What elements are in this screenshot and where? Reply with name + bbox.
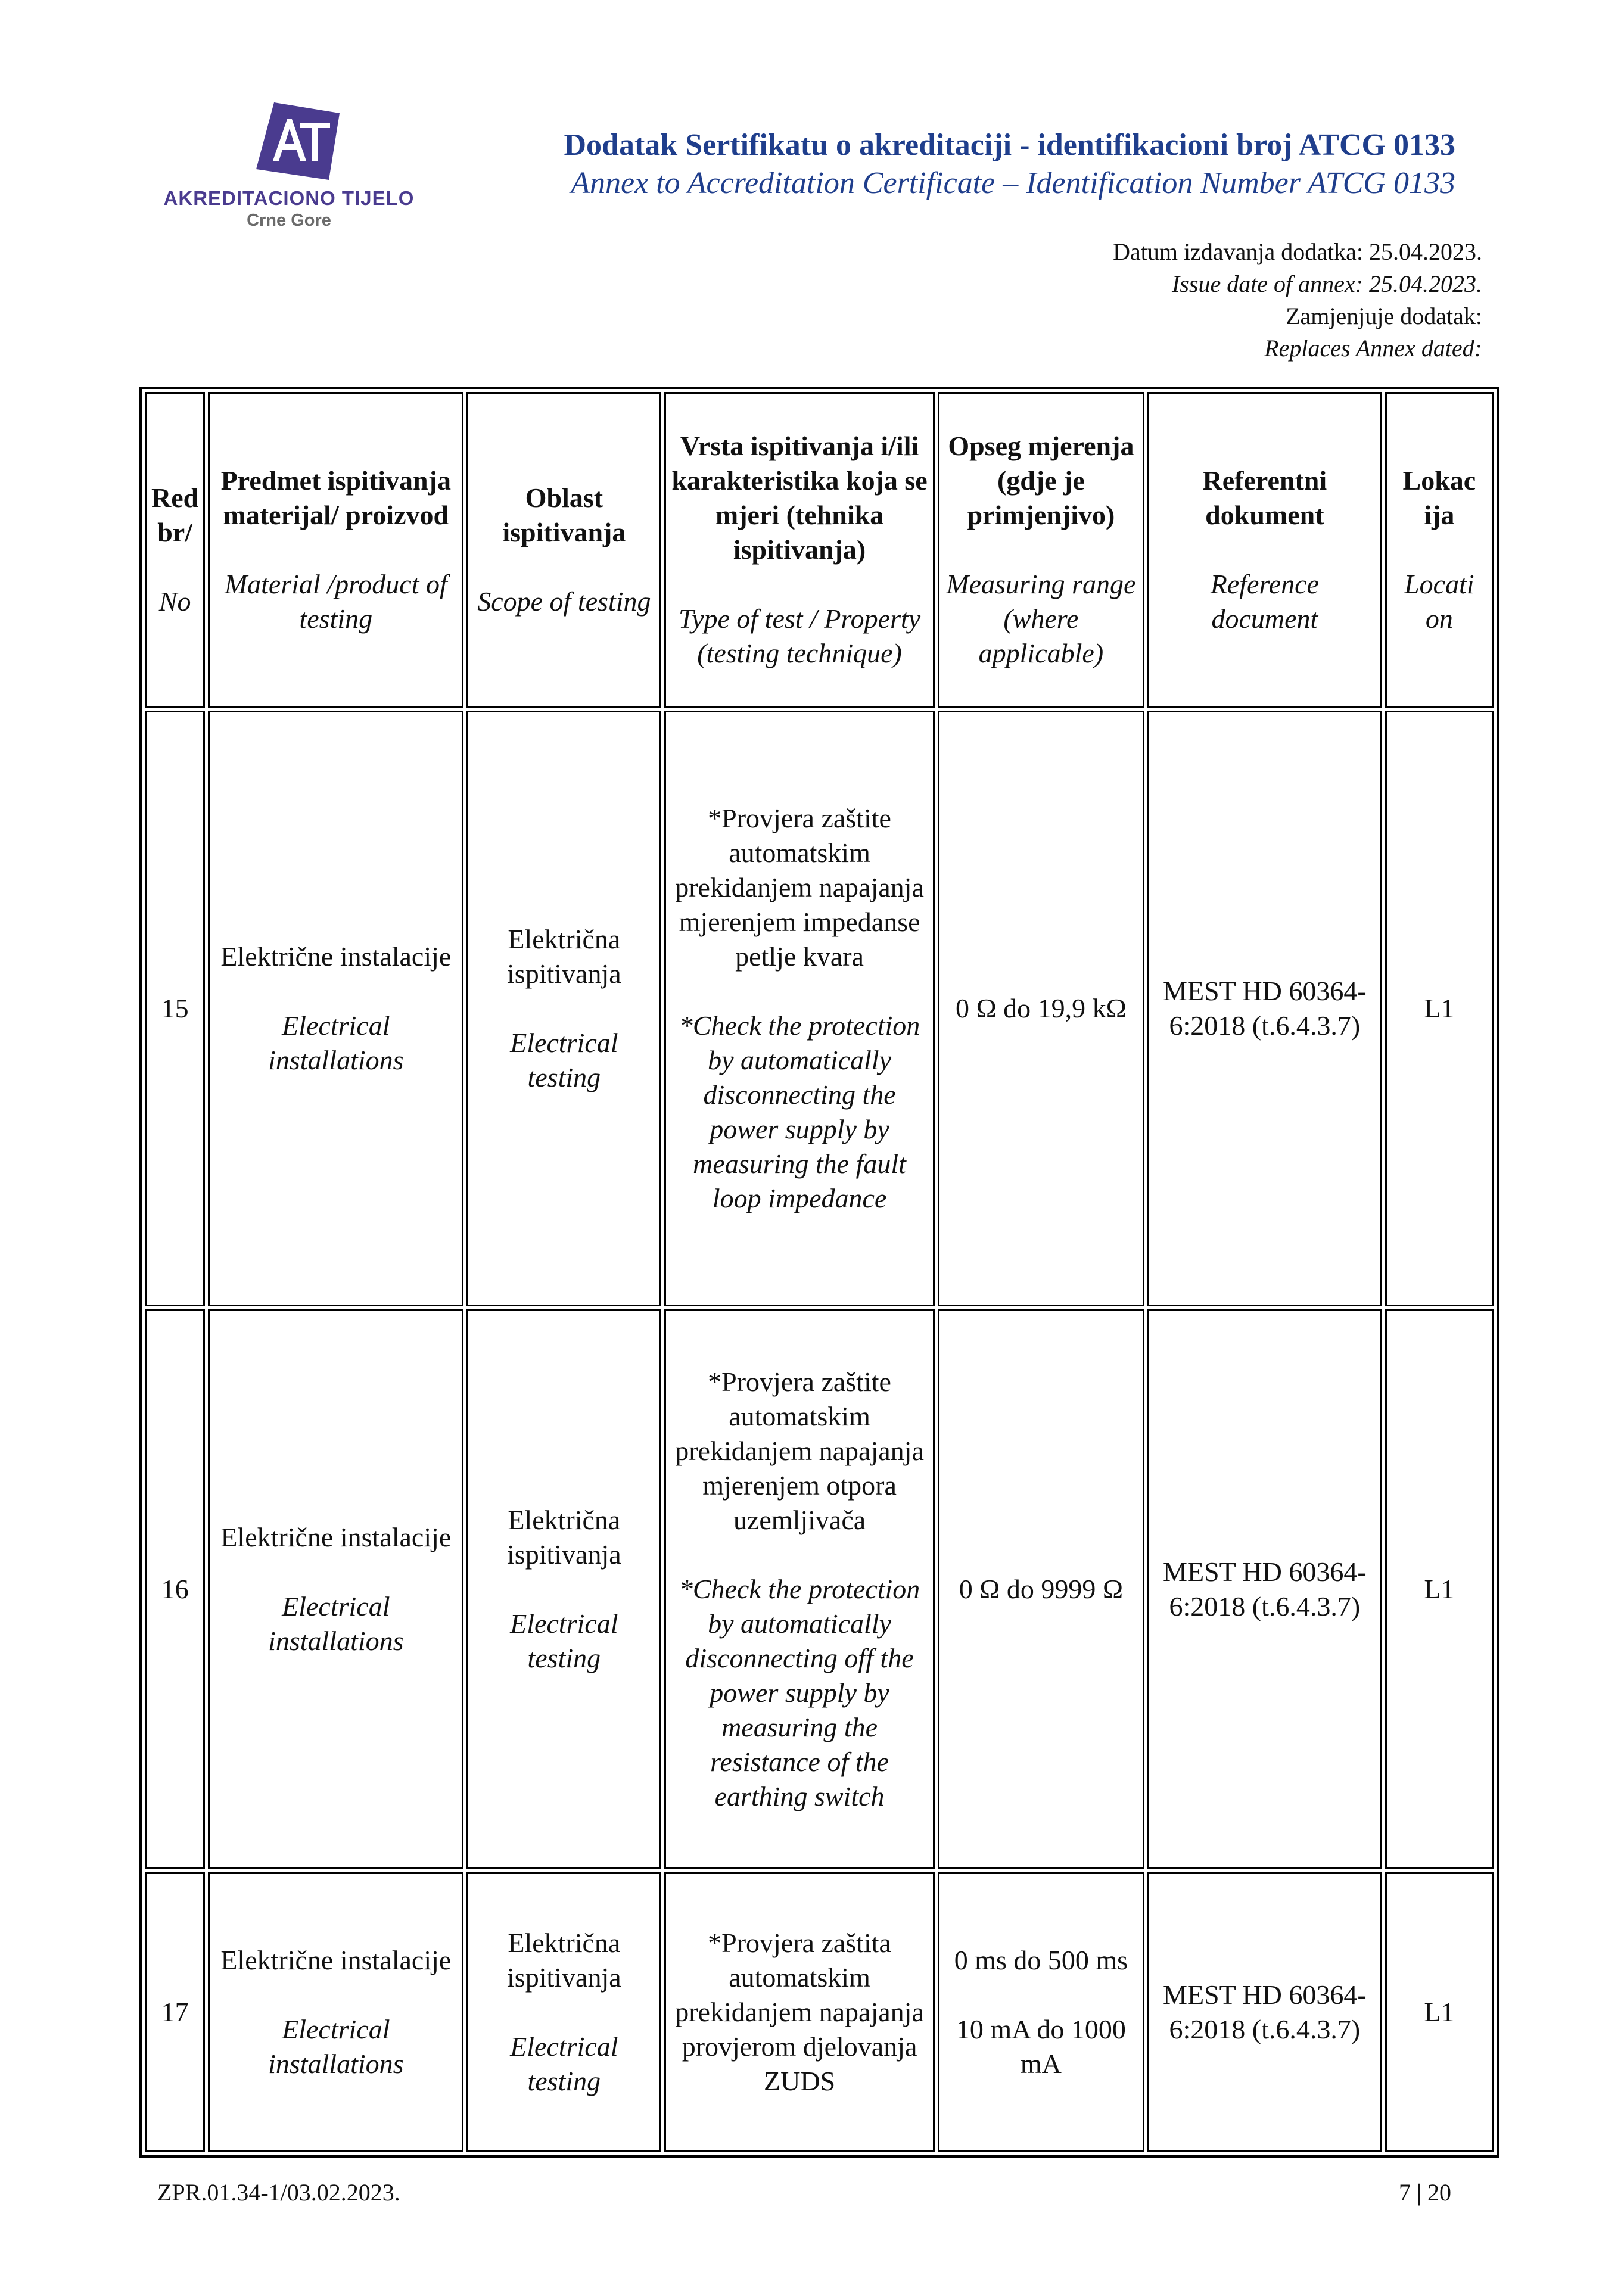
cell-reference: MEST HD 60364-6:2018 (t.6.4.3.7) [1147, 1872, 1382, 2152]
logo [161, 102, 417, 239]
document-title: Dodatak Sertifikatu o akreditaciji - identifikacioni broj ATCG 0133 [564, 128, 1455, 162]
document-code: ZPR.01.34-1/03.02.2023. [157, 2179, 400, 2206]
header-cell-no: Red br/ No [145, 392, 205, 708]
replaces-annex-en: Replaces Annex dated: [1264, 335, 1482, 362]
logo-mark-icon [256, 102, 340, 180]
cell-material: Električne instalacije Electrical installations [208, 1309, 463, 1869]
cell-range: 0 Ω do 9999 Ω [938, 1309, 1144, 1869]
cell-location: L1 [1385, 711, 1494, 1306]
page-number: 7 | 20 [1398, 2179, 1451, 2206]
cell-reference: MEST HD 60364-6:2018 (t.6.4.3.7) [1147, 1309, 1382, 1869]
table-row [145, 1872, 1494, 2152]
logo-subtitle: Crne Gore [247, 211, 331, 230]
cell-test-type: *Provjera zaštita automatskim prekidanjem napajanja provjerom djelovanja ZUDS [664, 1872, 934, 2152]
cell-location: L1 [1385, 1309, 1494, 1869]
cell-no: 17 [145, 1872, 205, 2152]
cell-test-type: *Provjera zaštite automatskim prekidanjem napajanja mjerenjem otpora uzemljivača *Check the protection by automatically disconnecting off the power supply by measuring the resistance of the earthing switch [664, 1309, 934, 1869]
replaces-annex: Zamjenjuje dodatak: [1286, 303, 1482, 329]
cell-reference: MEST HD 60364-6:2018 (t.6.4.3.7) [1147, 711, 1382, 1306]
logo-name: AKREDITACIONO TIJELO [163, 187, 415, 209]
cell-no: 15 [145, 711, 205, 1306]
issue-date: Datum izdavanja dodatka: 25.04.2023. [1113, 238, 1482, 265]
cell-location: L1 [1385, 1872, 1494, 2152]
cell-scope: Električna ispitivanja Electrical testing [466, 1309, 661, 1869]
header-cell-material: Predmet ispitivanja materijal/ proizvod Material /product of testing [208, 392, 463, 708]
cell-no: 16 [145, 1309, 205, 1869]
header-cell-reference: Referentni dokument Reference document [1147, 392, 1382, 708]
accreditation-table [139, 387, 1499, 2158]
table-row [145, 1309, 1494, 1869]
header-cell-test-type: Vrsta ispitivanja i/ili karakteristika koja se mjeri (tehnika ispitivanja) Type of test / Property (testing technique) [664, 392, 934, 708]
table-header-row [145, 392, 1494, 708]
cell-material: Električne instalacije Electrical installations [208, 1872, 463, 2152]
cell-range: 0 ms do 500 ms 10 mA do 1000 mA [938, 1872, 1144, 2152]
cell-test-type: *Provjera zaštite automatskim prekidanjem napajanja mjerenjem impedanse petlje kvara *Check the protection by automatically disconnecting the power supply by measuring the fault loop impedance [664, 711, 934, 1306]
header-cell-location: Lokac ija Locati on [1385, 392, 1494, 708]
header-cell-range: Opseg mjerenja (gdje je primjenjivo) Measuring range (where applicable) [938, 392, 1144, 708]
cell-scope: Električna ispitivanja Electrical testing [466, 1872, 661, 2152]
cell-material: Električne instalacije Electrical installations [208, 711, 463, 1306]
document-subtitle: Annex to Accreditation Certificate – Identification Number ATCG 0133 [571, 166, 1455, 200]
annex-dates [1113, 236, 1482, 365]
document-header [564, 126, 1456, 203]
header-cell-scope: Oblast ispitivanja Scope of testing [466, 392, 661, 708]
cell-scope: Električna ispitivanja Electrical testing [466, 711, 661, 1306]
issue-date-en: Issue date of annex: 25.04.2023. [1171, 270, 1482, 297]
cell-range: 0 Ω do 19,9 kΩ [938, 711, 1144, 1306]
table-row [145, 711, 1494, 1306]
